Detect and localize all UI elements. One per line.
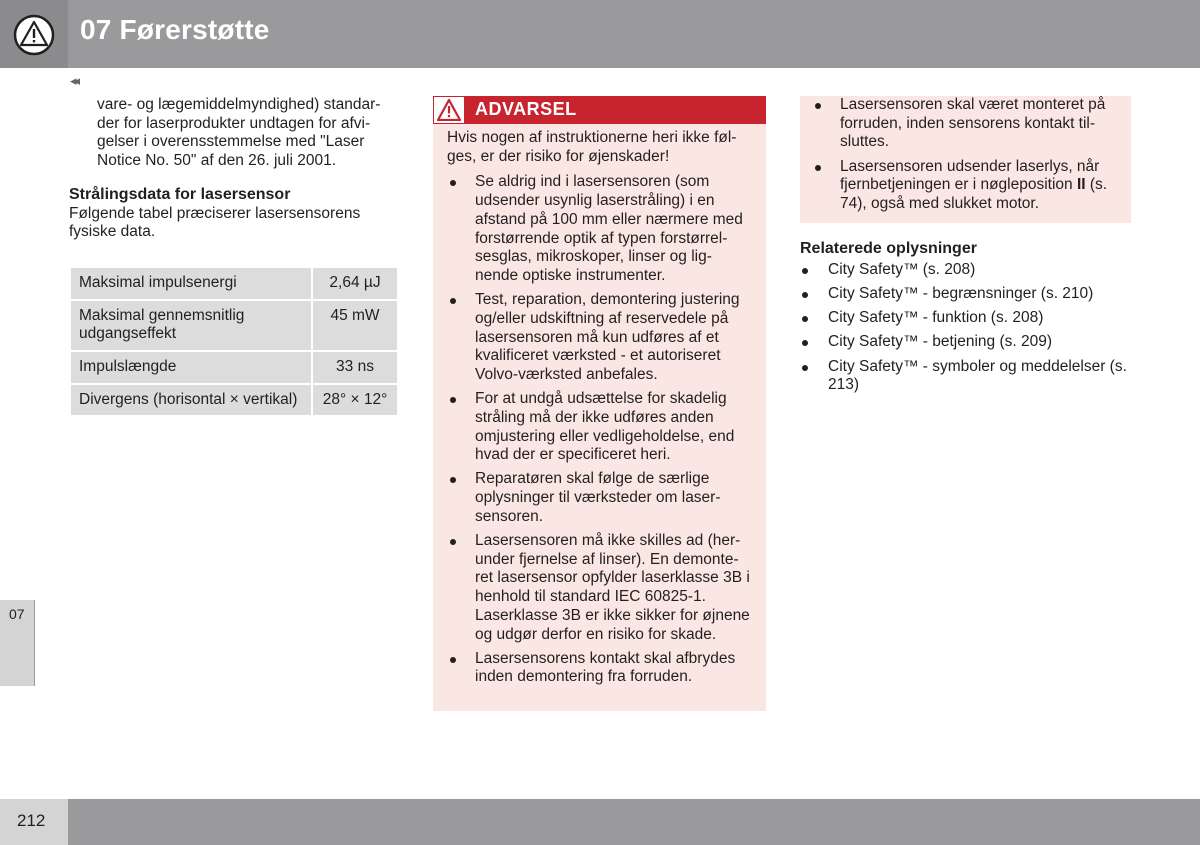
page-number-box <box>0 799 68 845</box>
warning-continued-list <box>800 96 1131 214</box>
intro-line: gelser i overensstemmelse med "Laser <box>97 133 365 151</box>
warning-icon-box <box>434 97 464 123</box>
section-text-line: Følgende tabel præciserer lasersensorens <box>69 204 361 222</box>
warning-triangle-icon <box>437 99 461 121</box>
table-cell-label: Impulslængde <box>70 351 312 384</box>
table-row <box>70 267 398 300</box>
section-text <box>69 205 399 242</box>
page-footer <box>0 799 1200 845</box>
table-cell-value: 28° × 12° <box>312 384 398 417</box>
table-row <box>70 384 398 417</box>
intro-line: der for laserprodukter undtagen for afvi- <box>97 114 371 132</box>
chapter-side-tab[interactable] <box>0 600 35 686</box>
page-number: 212 <box>17 811 46 830</box>
warning-box <box>433 96 766 711</box>
page-header <box>0 0 1200 68</box>
chapter-title: 07 Førerstøtte <box>80 14 270 45</box>
back-arrows-icon[interactable]: ◂◂ <box>70 73 78 88</box>
header-icon-box <box>0 0 68 68</box>
section-heading: Strålingsdata for lasersensor <box>69 185 291 203</box>
warning-title: ADVARSEL <box>475 99 577 119</box>
related-link[interactable]: City Safety™ - funktion (s. 208) <box>800 309 1130 328</box>
related-heading: Relaterede oplysninger <box>800 240 977 257</box>
list-item: Test, reparation, demontering justering og/eller udskiftning af reservedele på lasersensoren må kun udføres af et kvalificeret værksted - et autoriseret Volvo-værksted anbefales. <box>447 291 752 385</box>
list-item: Lasersensoren udsender laserlys, når fjernbetjeningen er i nøgleposition II (s. 74), også med slukket motor. <box>812 158 1117 214</box>
table-cell-value: 45 mW <box>312 300 398 351</box>
related-info <box>800 240 1130 400</box>
related-link[interactable]: City Safety™ - betjening (s. 209) <box>800 333 1130 352</box>
warning-title-bar <box>433 96 766 124</box>
section-text-line: fysiske data. <box>69 223 156 241</box>
list-item: Lasersensoren skal været monteret på forruden, inden sensorens kontakt til-sluttes. <box>812 96 1117 152</box>
warning-intro-line: ges, er der risiko for øjenskader! <box>447 147 670 165</box>
related-list <box>800 261 1130 395</box>
table-cell-label: Divergens (horisontal × vertikal) <box>70 384 312 417</box>
list-item: Se aldrig ind i lasersensoren (som udsender usynlig laserstråling) i en afstand på 100 mm eller nærmere med forstørrende optik af typen forstørrel-sesglas, mikroskoper, linser og lig-nende optiske instrumenter. <box>447 173 752 285</box>
table-cell-value: 33 ns <box>312 351 398 384</box>
table-cell-label: Maksimal impulsenergi <box>70 267 312 300</box>
warning-body <box>433 124 766 687</box>
warning-triangle-icon <box>13 14 55 56</box>
warning-continued-box <box>800 96 1131 223</box>
side-tab-label: 07 <box>9 606 25 622</box>
list-item: Lasersensorens kontakt skal afbrydes inden demontering fra forruden. <box>447 650 752 687</box>
table-cell-value: 2,64 µJ <box>312 267 398 300</box>
warning-intro-line: Hvis nogen af instruktionerne heri ikke føl- <box>447 129 737 146</box>
intro-line: Notice No. 50" af den 26. juli 2001. <box>97 152 337 170</box>
list-item: Lasersensoren må ikke skilles ad (her-under fjernelse af linser). En demonte-ret lasersensor opfylder laserklasse 3B i henhold til standard IEC 60825-1. Laserklasse 3B er ikke sikker for øjnene og udgør derfor en risiko for skade. <box>447 532 752 644</box>
left-column <box>69 96 399 417</box>
intro-line: vare- og lægemiddelmyndighed) standar- <box>97 96 381 113</box>
laser-data-table <box>69 266 399 418</box>
related-link[interactable]: City Safety™ (s. 208) <box>800 261 1130 280</box>
table-cell-label: Maksimal gennemsnitlig udgangseffekt <box>70 300 312 351</box>
intro-paragraph <box>69 96 399 171</box>
list-item: Reparatøren skal følge de særlige oplysninger til værksteder om laser-sensoren. <box>447 470 752 526</box>
warning-list <box>447 173 752 687</box>
table-row <box>70 300 398 351</box>
table-row <box>70 351 398 384</box>
list-item: For at undgå udsættelse for skadelig stråling må der ikke udføres anden omjustering eller vedligeholdelse, end hvad der er specificeret heri. <box>447 390 752 465</box>
related-link[interactable]: City Safety™ - symboler og meddelelser (s. 213) <box>800 358 1130 395</box>
related-link[interactable]: City Safety™ - begrænsninger (s. 210) <box>800 285 1130 304</box>
